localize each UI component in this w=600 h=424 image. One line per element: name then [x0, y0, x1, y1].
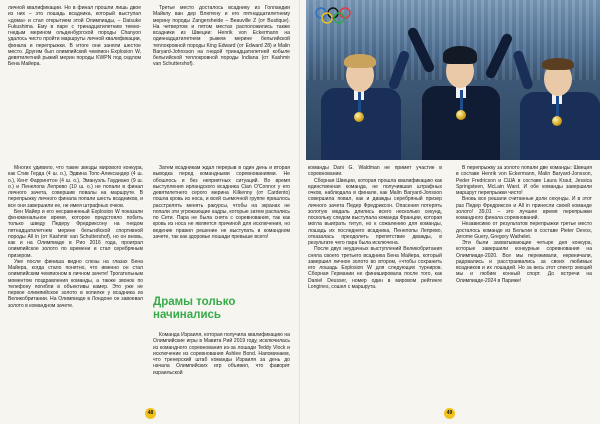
- paragraph: После двух неудачных выступлений Великобритания сняла своего третьего всадника Бена Майера, который завершил личное золото во втором, «чтобы сохранить его лошадь Explosion W для следующих турниров. Сборная Германии не финишировала после того, как Daniel Deusser, номер один в мировом рейтинге Longines, сошел с маршрута.: [308, 246, 442, 290]
- paragraph: Эти были захватывающие четыре дня конкура, которые завершили конкурные соревнования на Олимпиаде-2020. Все мы переживали, нервничали, радовались и расстраивались за своих любимых всадников и их лошадей. Но за весь этот спектр эмоций мы и любим конный спорт. До встречи на Олимпиаде-2024 в Париже!: [456, 240, 592, 284]
- section-heading: Драмы только начинались: [153, 296, 236, 321]
- paragraph: Вновь все решали считанные доли секунды. И в этот раз Педер Фредриксон и All in принесли своей команде золото! 39,01 – это лучшее время перепрыжки командного финала соревнований.: [456, 196, 592, 221]
- article-column-1: [308, 165, 442, 290]
- paragraph: личной квалификации. Но в финал прошли лишь двое из них – это лошадь всадника, который выступал «дома» и стал открытием этой Олимпиады, – Daisuke Fukushima. Ему в паре с тринадцатилетним темно-гнедым мерином ольденбургской породы Chanyon удалось чисто пройти маршруты личной квалификации, финала и перепрыжки. В итоге они заняли шестое место. Другим был олимпийский чемпион Explosion W, девятилетний рыжий мерин породы KWPN под седлом Бена Майера.: [8, 5, 141, 68]
- paragraph: Бен Майер и его несравненный Explosion W показали феноменальное время, которое предстояло побить только шведу Педеру Фредриксону на гнедом пятнадцатилетнем мерине бельгийской спортивной породы All in (от Kashmir van Schuttershof), но он вновь, как и на Олимпиаде в Рио 2016 года, проиграл олимпийское золото по времени и стал серебряным призером.: [8, 208, 143, 259]
- page-number: 48: [145, 408, 156, 419]
- paragraph: Независимо от результатов перепрыжки третье место досталось команде из Бельгии в составе Pieter Devos, Jerome Guery, Gregory Wathelet.: [456, 221, 592, 240]
- paragraph: В перепрыжку за золото попали две команды: Швеция в составе Henrik von Eckermann, Malin Baryard-Jonsson, Peder Fredricson и США в составе Laura Kraut, Jessica Springsteen, McLain Ward. И обе команды завершили маршрут перепрыжки чисто!: [456, 165, 592, 196]
- medal-icon: [552, 116, 562, 126]
- center-rider: [416, 30, 506, 160]
- article-column-4: [153, 165, 290, 240]
- medal-icon: [354, 112, 364, 122]
- article-column-3: [8, 165, 143, 309]
- right-rider: [514, 44, 600, 160]
- right-page: [300, 0, 600, 424]
- article-column-1: [8, 5, 141, 68]
- paragraph: Уже после финиша видно слезы на глазах Бена Майера, когда стало понятно, что именно он стал олимпийским чемпионом в личном зачете! Трогательным моментом поздравления команды, а также звонок по телефону погибли в объективы камер. Это уже не первое олимпийское золото в копилке у всадника из Великобритании. На Олимпиаде в Лондоне он завоевал золото в командном зачете.: [8, 258, 143, 309]
- left-rider: [316, 40, 406, 160]
- article-column-2: [456, 165, 592, 284]
- paragraph: Затем всадникам ждал перерыв в один день и вторая выводка перед командными соревнованиями. Не обошлось и без неприятных ситуаций. Во время выступления ирландского всадника Cian O'Connor у его девятилетнего серого мерина Kilkenny (от Cardento) пошла кровь из носа, и всей сьемочной группе пришлось расстрелять менять ракурсы, чтобы на экранах не попали эти угрожающие кадры, которые затем распались по Сети. Пара не была снята с соревнования, так как кровь из носа не является причиной для исключения, но ведение правил решение не выступать в командном зачете, так как здоровье лошади превыше всего!: [153, 165, 290, 240]
- article-column-2: [153, 5, 290, 68]
- medal-icon: [456, 110, 466, 120]
- paragraph: Сборная Швеции, которая прошла квалификацию как единственная команда, не получившая штрафных очков, наблюдала в финале, как Malin Baryard-Jonsson совершила повал, как и дважды серебряный призер личного зачета Педер Фредриксон. Опасения потерять золотую медаль длились всего несколько секунд, поскольку следом выступала команда Франции, которая могла выиграть титул, но к сожалению для команды, лошадь их последнего всадника, Пенелопы Лепрево, отказалась преодолеть препятствие дважды, в результате чего пара была исключена.: [308, 177, 442, 246]
- olympic-rings-icon: [314, 6, 354, 26]
- paragraph: Команда Израиля, которая получила квалификацию на Олимпийские игры в Мавита Рий 2019 году, исключилась из командного соревнования из-за лошади Teddy Vlock и исключение из соревнования Ashlee Bond. Напоминаем, что тренерский штаб команды Израиля за день до начала Олимпийских игр объявил, что фаворит израильской: [153, 332, 290, 376]
- paragraph: Третье место досталось всаднику из Голландии Майклу ван дер Влютену и его пятнадцатилетнему мерину породы Zangersheide – Beauville Z (от Bustique). На четвертом и пятом местах расположились также всадники из Швеции: Henrik von Eckermann на одиннадцатилетнем рыжем мерине бельгийской теплокровной породы King Edward (от Edward 28) и Malin Baryard-Johnsson на гнедой тринадцатилетней кобыле бельгийской теплокровной породы Indiana (от Kashmir van Schuttershof).: [153, 5, 290, 68]
- paragraph: команды Dani G. Waldman не примет участие в соревновании.: [308, 165, 442, 178]
- paragraph: Многих удивило, что такие звезды мирового конкура, как Стив Герда (4 ш. о.), Эдвина Топс-Александер (4 ш. о.), Кент Фаррингтон (4 ш. о.), Эмануэль Гаудиано (9 ш. о.) и Пенелопа Лепрево (10 ш. о.) не попали в финал личного зачета, совершив повалы на маршруте. В перепрыжку личного финала попали шесть всадников, и все они завершили ее, не имея штрафных очков.: [8, 165, 143, 209]
- article-column-5: [153, 332, 290, 376]
- page-number: 49: [444, 408, 455, 419]
- podium-photo: [306, 0, 600, 160]
